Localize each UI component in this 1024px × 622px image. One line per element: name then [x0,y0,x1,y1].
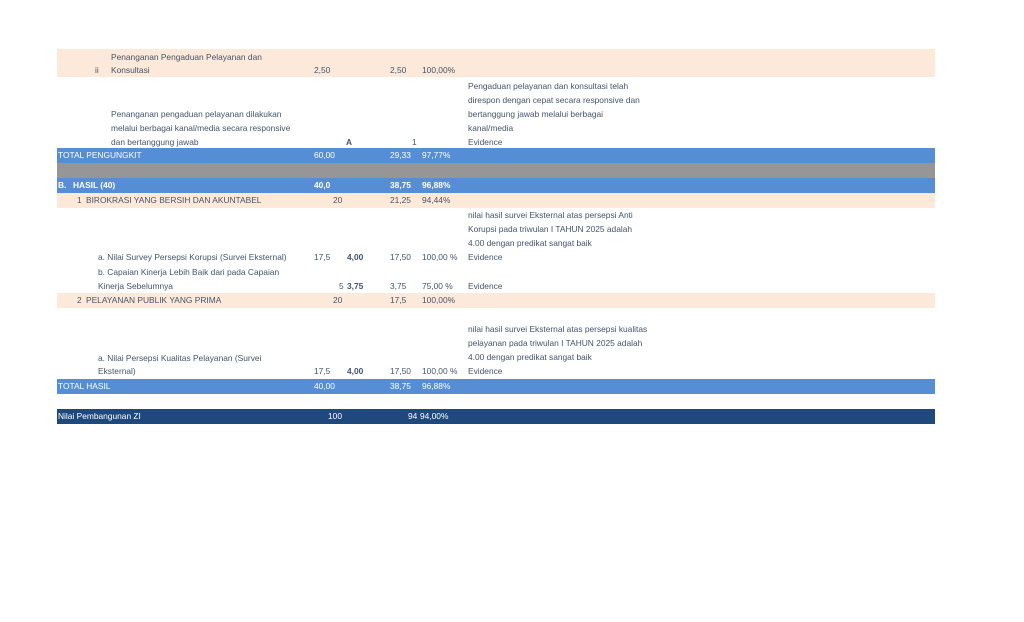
count-value: 1 [412,137,417,147]
survey-korupsi-note-line2: Korupsi pada triwulan I TAHUN 2025 adalah [468,224,633,234]
birokrasi-bobot: 20 [333,195,343,205]
kualitas-persen: 100,00 % [422,366,458,376]
row-detail-kanal-media [57,78,935,147]
persen-value: 100,00% [422,65,456,75]
row-label-line1: Penanganan Pengaduan Pelayanan dan [111,52,262,62]
hasil-label: HASIL (40) [73,180,116,190]
survey-korupsi-evidence[interactable]: Evidence [468,252,503,262]
birokrasi-label: BIROKRASI YANG BERSIH DAN AKUNTABEL [86,195,262,205]
kualitas-bobot: 17,5 [314,366,331,376]
hasil-nilai: 38,75 [390,180,411,190]
survey-korupsi-label: a. Nilai Survey Persepsi Korupsi (Survei Eksternal) [98,252,287,262]
bobot-value: 2,50 [314,65,331,75]
capaian-bobot: 5 [339,281,344,291]
birokrasi-number: 1 [77,195,82,205]
evidence-link[interactable]: Evidence [468,137,503,147]
row-birokrasi [57,193,935,208]
capaian-nilai: 3,75 [390,281,407,291]
detail-label-line2: melalui berbagai kanal/media secara responsive [111,123,291,133]
pelayanan-label: PELAYANAN PUBLIK YANG PRIMA [86,295,222,305]
survey-korupsi-nilai: 17,50 [390,252,411,262]
nilai-zi-label: Nilai Pembangunan ZI [58,411,141,421]
kualitas-note-line2: pelayanan pada triwulan I TAHUN 2025 adalah [468,338,643,348]
nilai-value: 2,50 [390,65,407,75]
total-pengungkit-nilai: 29,33 [390,150,411,160]
capaian-label-line1: b. Capaian Kinerja Lebih Baik dari pada Capaian [98,267,280,277]
total-hasil-persen: 96,88% [422,381,451,391]
capaian-evidence[interactable]: Evidence [468,281,503,291]
row-capaian-kinerja [57,265,935,293]
row-pelayanan-publik [57,293,935,308]
hasil-prefix: B. [58,180,67,190]
note-line1: Pengaduan pelayanan dan konsultasi telah [468,81,629,91]
total-pengungkit-persen: 97,77% [422,150,451,160]
kualitas-skor: 4,00 [347,366,364,376]
pelayanan-bobot: 20 [333,295,343,305]
kualitas-note-line3: 4.00 dengan predikat sangat baik [468,352,592,362]
kualitas-label-line1: a. Nilai Persepsi Kualitas Pelayanan (Survei [98,353,262,363]
total-pengungkit-bobot: 60,00 [314,150,335,160]
survey-korupsi-note-line1: nilai hasil survei Eksternal atas persepsi Anti [468,210,633,220]
kualitas-label-line2: Eksternal) [98,366,136,376]
kualitas-nilai: 17,50 [390,366,411,376]
nilai-zi-nilai: 94 [408,411,418,421]
row-survey-korupsi [57,208,935,265]
pelayanan-number: 2 [77,295,82,305]
birokrasi-nilai: 21,25 [390,195,411,205]
grade-value: A [346,137,353,147]
total-hasil-nilai: 38,75 [390,381,411,391]
separator-row [57,163,935,178]
survey-korupsi-bobot: 17,5 [314,252,331,262]
pelayanan-nilai: 17,5 [390,295,407,305]
survey-korupsi-persen: 100,00 % [422,252,458,262]
note-line3: bertanggung jawab melalui berbagai [468,109,604,119]
hasil-bobot: 40,0 [314,180,331,190]
note-line2: direspon dengan cepat secara responsive dan [468,95,640,105]
row-number: ii [95,65,99,75]
total-hasil-label: TOTAL HASIL [58,381,111,391]
kualitas-note-line1: nilai hasil survei Eksternal atas persepsi kualitas [468,324,648,334]
row-hasil [57,178,935,193]
note-line4: kanal/media [468,123,514,133]
nilai-zi-bobot: 100 [328,411,342,421]
total-hasil-bobot: 40,00 [314,381,335,391]
hasil-persen: 96,88% [422,180,451,190]
detail-label-line3: dan bertanggung jawab [111,137,199,147]
pelayanan-persen: 100,00% [422,295,456,305]
row-nilai-pembangunan-zi [57,409,935,424]
capaian-skor: 3,75 [347,281,364,291]
birokrasi-persen: 94,44% [422,195,451,205]
nilai-zi-persen: 94,00% [420,411,449,421]
row-kualitas-pelayanan [57,308,935,379]
row-penanganan-pengaduan [57,49,935,77]
survey-korupsi-skor: 4,00 [347,252,364,262]
detail-label-line1: Penanganan pengaduan pelayanan dilakukan [111,109,282,119]
row-label-line2: Konsultasi [111,65,150,75]
capaian-persen: 75,00 % [422,281,453,291]
kualitas-evidence[interactable]: Evidence [468,366,503,376]
survey-korupsi-note-line3: 4.00 dengan predikat sangat baik [468,238,592,248]
capaian-label-line2: Kinerja Sebelumnya [98,281,173,291]
total-pengungkit-label: TOTAL PENGUNGKIT [58,150,142,160]
row-total-hasil [57,379,935,394]
row-total-pengungkit [57,148,935,163]
